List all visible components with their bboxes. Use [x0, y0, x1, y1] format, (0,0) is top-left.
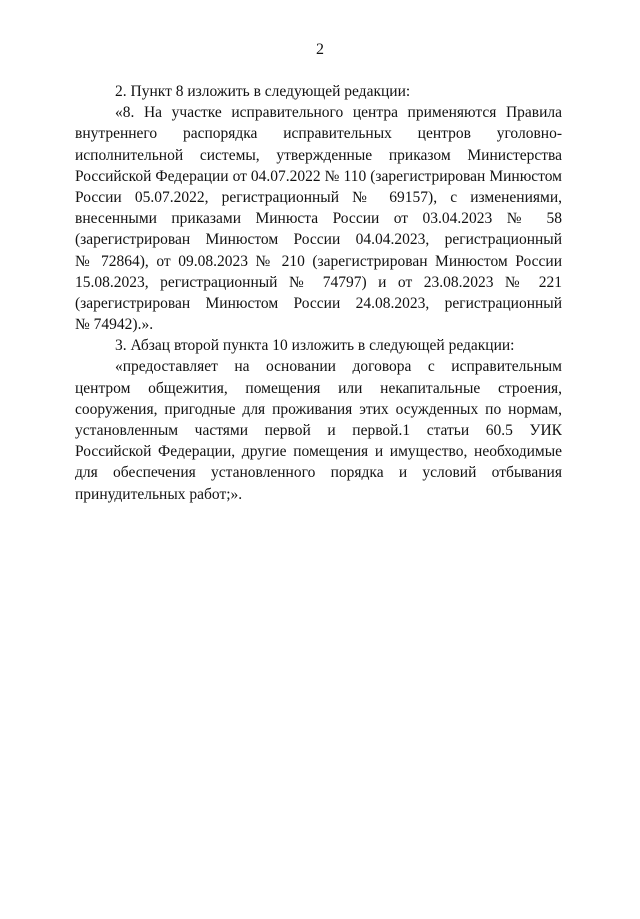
document-line: России 05.07.2022, регистрационный № 69157), с изменениями, [75, 188, 562, 206]
page-number: 2 [316, 41, 324, 58]
document-body [75, 81, 562, 505]
document-line: для обеспечения установленного порядка и условий отбывания [75, 464, 562, 482]
document-line: 2. Пункт 8 изложить в следующей редакции: [115, 83, 411, 100]
document-line: внутреннего распорядка исправительных центров уголовно- [75, 125, 562, 143]
document-line: (зарегистрирован Минюстом России 04.04.2023, регистрационный [75, 231, 562, 249]
document-line: № 72864), от 09.08.2023 № 210 (зарегистрирован Минюстом России [75, 252, 562, 270]
document-line: Российской Федерации от 04.07.2022 № 110 (зарегистрирован Минюстом [75, 167, 562, 185]
document-line: 3. Абзац второй пункта 10 изложить в следующей редакции: [115, 337, 515, 355]
document-line: (зарегистрирован Минюстом России 24.08.2023, регистрационный [75, 294, 562, 312]
document-line: сооружения, пригодные для проживания этих осужденных по нормам, [75, 400, 562, 418]
document-line: принудительных работ;». [75, 485, 243, 503]
document-line: установленным частями первой и первой.1 статьи 60.5 УИК [75, 422, 562, 439]
document-line: исполнительной системы, утвержденные приказом Министерства [75, 146, 562, 164]
document-line: «8. На участке исправительного центра применяются Правила [115, 104, 562, 122]
document-line: центром общежития, помещения или некапитальные строения, [75, 379, 562, 397]
document-line: № 74942).». [75, 316, 154, 334]
document-line: внесенными приказами Минюста России от 03.04.2023 № 58 [75, 210, 562, 228]
document-line: Российской Федерации, другие помещения и имущество, необходимые [75, 443, 562, 461]
document-line: 15.08.2023, регистрационный № 74797) и от 23.08.2023 № 221 [75, 273, 562, 291]
document-line: «предоставляет на основании договора с исправительным [115, 358, 562, 376]
